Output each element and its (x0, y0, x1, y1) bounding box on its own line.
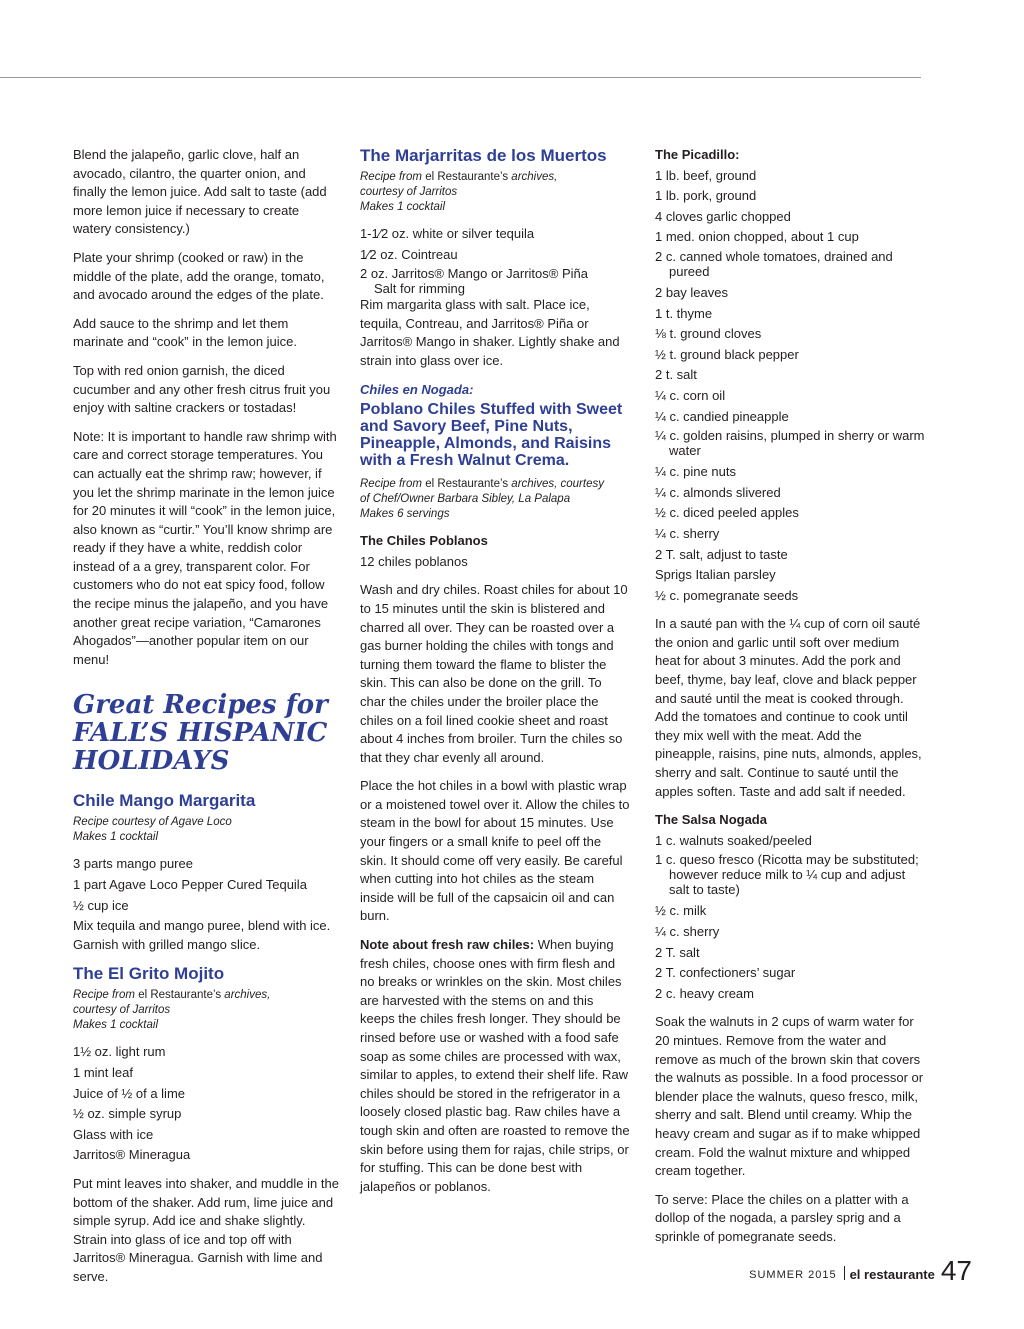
ingredient: ½ t. ground black pepper (655, 346, 799, 362)
credit-line (360, 477, 630, 492)
paragraph: Place the hot chiles in a bowl with plastic wrap or a moistened towel over it. Allow the chiles to steam in the bowl for about 15 minutes. Use your fingers or a small knife to peel off the skin. It should come off very easily. Be careful when cutting into hot chiles as the steam inside will be full of the capsaicin oil and can burn. (360, 778, 630, 924)
paragraph: Plate your shrimp (cooked or raw) in the middle of the plate, add the orange, tomato, and avocado around the edges of the plate. (73, 249, 325, 303)
ingredient: ¼ c. sherry (655, 525, 720, 541)
ingredient: ⅛ t. ground cloves (655, 326, 762, 342)
credit-line: Makes 1 cocktail (73, 831, 159, 844)
recipe-credit (360, 477, 630, 522)
credit-line: Recipe courtesy of Agave Loco (73, 816, 232, 829)
column-1 (73, 146, 339, 1297)
recipe-title: Chile Mango Margarita (73, 791, 256, 811)
recipe-title: The El Grito Mojito (73, 964, 225, 984)
ingredient: ½ c. diced peeled apples (655, 505, 799, 521)
ingredient: 1 med. onion chopped, about 1 cup (655, 229, 859, 245)
ingredient: Sprigs Italian parsley (655, 567, 776, 583)
column-2 (360, 146, 630, 1206)
paragraph: Add sauce to the shrimp and let them marinate and “cook” in the lemon juice. (73, 315, 298, 350)
ingredient: 2 oz. Jarritos® Mango or Jarritos® Piña (360, 266, 588, 282)
credit-text: archives, courtesy (511, 478, 604, 491)
credit-text: Recipe from (360, 478, 422, 491)
section-title-line: Great Recipes for (73, 690, 328, 721)
ingredient: 1½ oz. light rum (73, 1044, 166, 1060)
ingredient: Salt for rimming (374, 281, 466, 297)
magazine-name: el restaurante (849, 1267, 935, 1282)
directions: In a sauté pan with the ¼ cup of corn oil sauté the onion and garlic until soft over medium heat for about 3 minutes. Add the pork and beef, thyme, bay leaf, clove and black pepper and sauté until the meat is cooked through. Add the tomatoes and continue to cook until they mix well with the meat. Add the pineapple, raisins, pine nuts, almonds, apples, sherry and salt. Continue to sauté until the apples soften. Taste and add salt if needed. (655, 616, 922, 799)
credit-text: archives, (224, 989, 271, 1002)
credit-text: Recipe from (360, 171, 422, 183)
subsection-heading: The Picadillo: (655, 147, 740, 162)
ingredient: 1 mint leaf (73, 1065, 133, 1080)
ingredient: ¼ c. sherry (655, 924, 720, 939)
section-title-line: FALL’S HISPANIC (73, 718, 328, 749)
credit-line (73, 988, 339, 1003)
ingredient: 2 T. salt (655, 944, 700, 960)
ingredient: 3 parts mango puree (73, 856, 193, 872)
ingredient: 4 cloves garlic chopped (655, 208, 791, 224)
recipe-credit (360, 170, 630, 215)
ingredient: 1 t. thyme (655, 305, 713, 321)
directions: Soak the walnuts in 2 cups of warm water for 20 mintues. Remove from the water and remove as much of the brown skin that covers the walnuts as possible. In a food processor or blender place the walnuts, queso fresco, milk, sherry and salt. Blend until creamy. Whip the heavy cream and sugar as if to make whipped cream. Fold the walnut mixture and whipped cream together. (655, 1014, 924, 1179)
credit-line: Makes 1 cocktail (73, 1019, 159, 1032)
page-footer (749, 1255, 972, 1286)
ingredient: 12 chiles poblanos (360, 553, 468, 569)
ingredient: 1 lb. pork, ground (655, 188, 757, 204)
credit-line (360, 170, 630, 185)
directions: Mix tequila and mango puree, blend with ice. Garnish with grilled mango slice. (73, 918, 331, 952)
ingredient: ¼ c. candied pineapple (655, 408, 789, 424)
section-title-line: HOLIDAYS (73, 746, 230, 777)
ingredient: 1 part Agave Loco Pepper Cured Tequila (73, 877, 307, 893)
ingredient: ½ oz. simple syrup (73, 1106, 182, 1122)
note-heading: Note about fresh raw chiles: (360, 937, 535, 953)
paragraph: Blend the jalapeño, garlic clove, half an avocado, cilantro, the quarter onion, and finally the lemon juice. Add salt to taste (add more lemon juice if necessary to create watery consistency.) (73, 147, 327, 237)
paragraph: Wash and dry chiles. Roast chiles for about 10 to 15 minutes until the skin is blistered and charred all over. They can be roasted over a gas burner holding the chiles with tongs and turning them toward the flame to blister the skin. This can also be done on the grill. To char the chiles under the broiler place the chiles on a foil lined cookie sheet and roast about 4 inches from broiler. Turn the chiles so that they char evenly all around. (360, 582, 628, 765)
credit-line: courtesy of Jarritos (73, 1004, 171, 1017)
note-paragraph: Note: It is important to handle raw shrimp with care and correct storage temperatures. You can actually eat the shrimp raw; however, if you let the shrimp marinate in the lemon juice for 20 minutes it will “cook” in the lemon juice, also known as “curtir.” You’ll know shrimp are ready if they have a white, reddish color instead of a a grey, transparent color. For customers who do not eat spicy food, follow the recipe minus the jalapeño, and you have another great recipe variation, “Camarones Ahogados”—another popular item on our menu! (73, 428, 337, 667)
header-rule (0, 77, 921, 78)
ingredient: 2 T. confectioners’ sugar (655, 965, 796, 981)
credit-line: Makes 6 servings (360, 508, 450, 521)
ingredient: Juice of ½ of a lime (73, 1085, 185, 1101)
ingredient: ½ c. milk (655, 903, 707, 919)
note-paragraph (360, 936, 630, 1196)
ingredient: Glass with ice (73, 1126, 154, 1142)
ingredient: Jarritos® Mineragua (73, 1147, 191, 1163)
column-3 (655, 146, 925, 1257)
ingredient: ¼ c. corn oil (655, 387, 726, 403)
issue-date: SUMMER 2015 (749, 1269, 837, 1281)
page-number: 47 (940, 1255, 972, 1286)
ingredient: 1⁄2 oz. Cointreau (360, 246, 458, 262)
recipe-title: Poblano Chiles Stuffed with Sweet and Savory Beef, Pine Nuts, Pineapple, Almonds, and Raisins with a Fresh Walnut Crema. (360, 401, 623, 470)
subsection-heading: The Salsa Nogada (655, 812, 767, 828)
subsection-heading: The Chiles Poblanos (360, 533, 488, 549)
credit-line: of Chef/Owner Barbara Sibley, La Palapa (360, 493, 571, 506)
ingredient: 2 c. canned whole tomatoes, drained and pureed (655, 248, 893, 279)
credit-text: el Restaurante’s (422, 478, 512, 491)
ingredient-list (655, 167, 925, 606)
paragraph: Top with red onion garnish, the diced cucumber and any other fresh citrus fruit you enjoy with saltine crackers or tostadas! (73, 362, 331, 416)
ingredient: 1 c. walnuts soaked/peeled (655, 832, 812, 848)
credit-line: courtesy of Jarritos (360, 186, 458, 198)
credit-text: Recipe from (73, 989, 135, 1002)
ingredient: 2 t. salt (655, 367, 697, 383)
ingredient: ½ cup ice (73, 897, 129, 913)
credit-line: Makes 1 cocktail (360, 201, 446, 213)
ingredient: ¼ c. almonds slivered (655, 484, 781, 500)
recipe-kicker: Chiles en Nogada: (360, 381, 474, 397)
serving-note: To serve: Place the chiles on a platter with a dollop of the nogada, a parsley sprig and a sprinkle of pomegranate seeds. (655, 1191, 909, 1244)
recipe-credit (73, 815, 339, 845)
ingredient: ¼ c. golden raisins, plumped in sherry or warm water (655, 428, 925, 459)
credit-text: el Restaurante’s (422, 171, 512, 183)
recipe-credit (73, 988, 339, 1033)
credit-text: el Restaurante’s (135, 989, 225, 1002)
directions: Rim margarita glass with salt. Place ice, tequila, Contreau, and Jarritos® Piña or Jarritos® Mango in shaker. Lightly shake and strain into glass over ice. (360, 297, 620, 368)
ingredient: 2 T. salt, adjust to taste (655, 546, 788, 562)
ingredient-list (655, 832, 925, 1004)
credit-text: archives, (511, 171, 558, 183)
ingredient: 1 c. queso fresco (Ricotta may be substituted; however reduce milk to ¼ cup and adjust salt to taste) (655, 852, 919, 898)
ingredient: ¼ c. pine nuts (655, 464, 736, 480)
ingredient: 1 lb. beef, ground (655, 167, 757, 183)
note-text: When buying fresh chiles, choose ones with firm flesh and no breaks or wrinkles on the skin. Most chiles are harvested with the stems on and this keeps the chiles fresh longer. They should be rinsed before use or washed with a food safe soap as some chiles are processed with wax, similar to apples, to extend their shelf life. Raw chiles should be stored in the refrigerator in a loosely closed plastic bag. Raw chiles have a tough skin and often are roasted to remove the skin before using them for rajas, chile strips, or for stuffing. This can be done best with jalapeños or poblanos. (360, 937, 630, 1194)
recipe-title: The Marjarritas de los Muertos (360, 146, 607, 165)
section-title (73, 691, 339, 775)
ingredient: 1-1⁄2 oz. white or silver tequila (360, 226, 535, 241)
ingredient: 2 bay leaves (655, 284, 728, 300)
footer-divider (844, 1266, 845, 1280)
ingredient: 2 c. heavy cream (655, 985, 754, 1001)
directions: Put mint leaves into shaker, and muddle in the bottom of the shaker. Add rum, lime juice and simple syrup. Add ice and shake slightly. Strain into glass of ice and top off with Jarritos® Mineragua. Garnish with lime and serve. (73, 1175, 339, 1284)
ingredient: ½ c. pomegranate seeds (655, 587, 799, 603)
